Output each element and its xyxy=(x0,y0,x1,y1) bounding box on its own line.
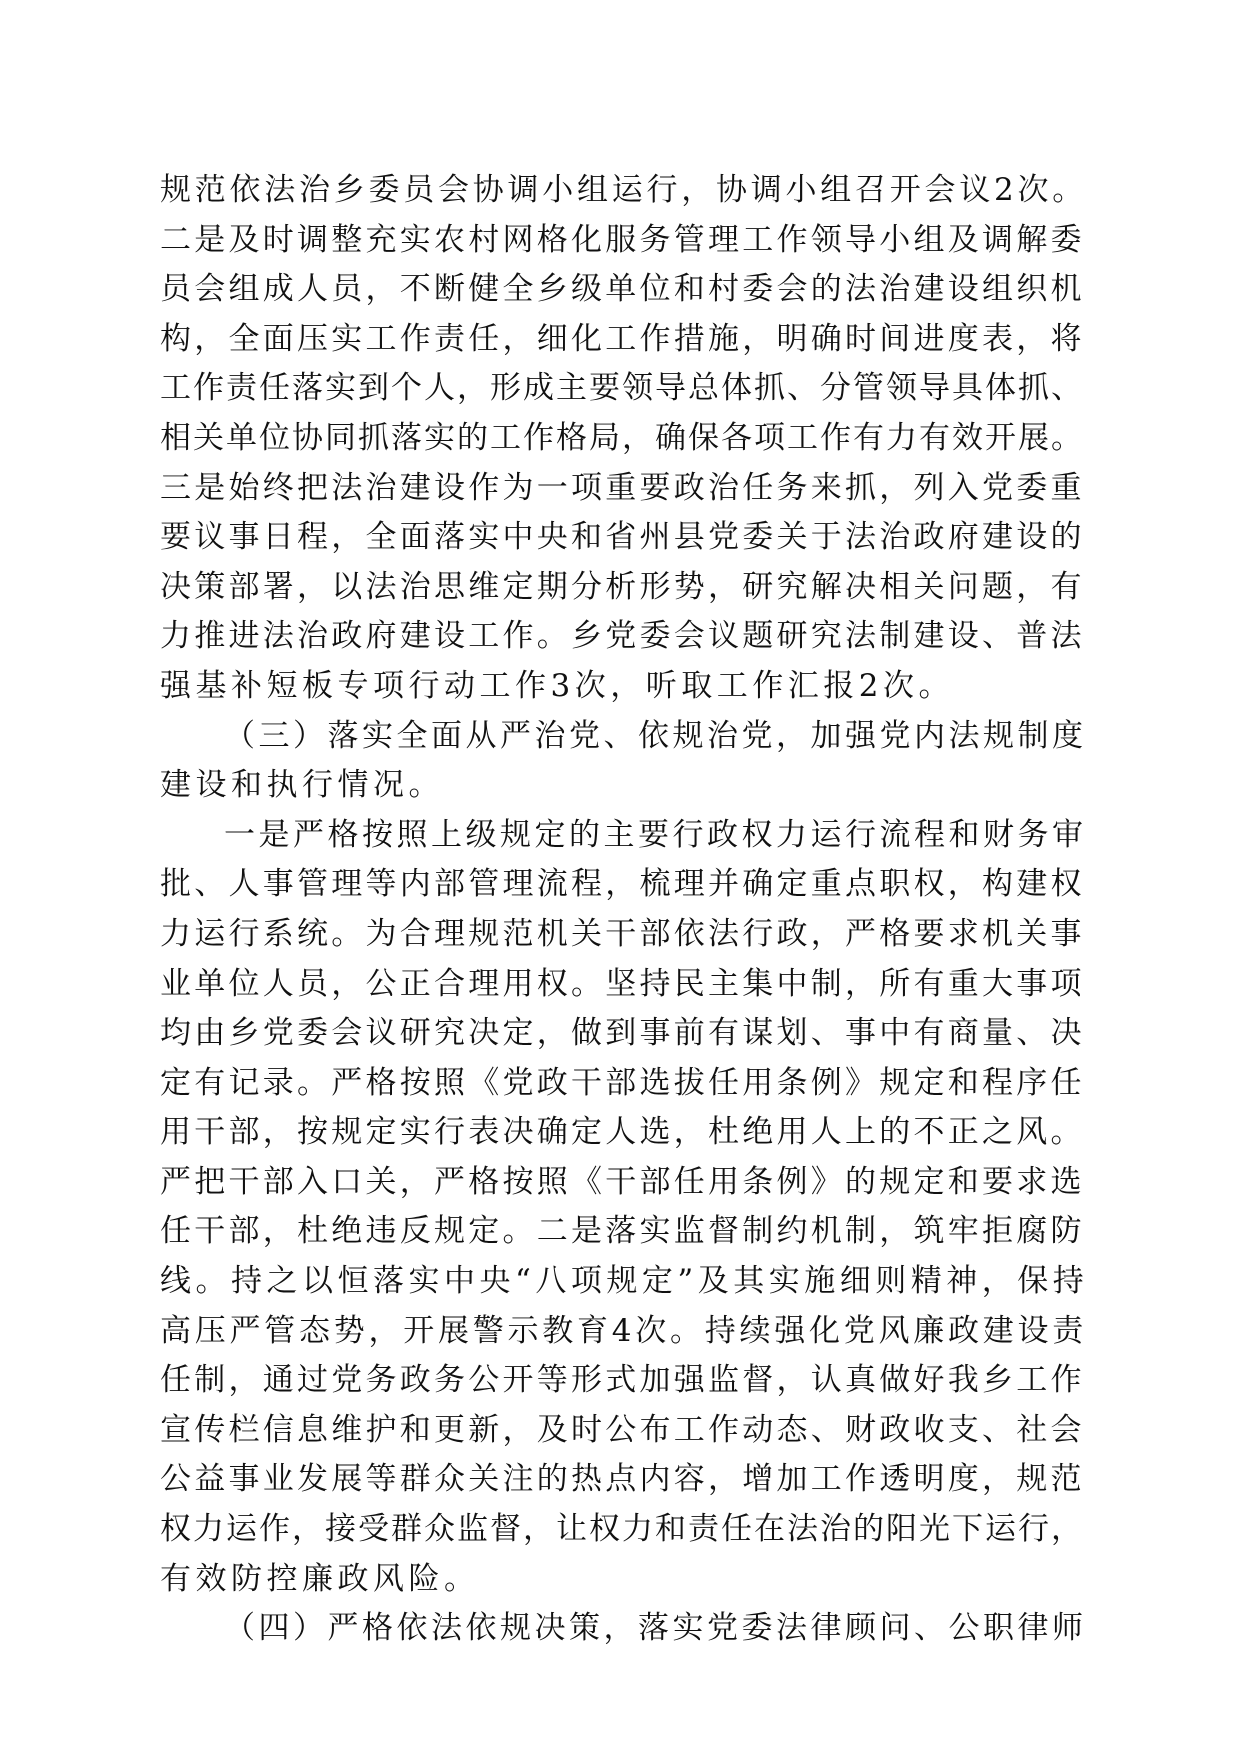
text-line: 三是始终把法治建设作为一项重要政治任务来抓，列入党委重 xyxy=(160,469,1085,506)
text-line: 任干部，杜绝违反规定。二是落实监督制约机制，筑牢拒腐防 xyxy=(160,1213,1085,1250)
text-line: 要议事日程，全面落实中央和省州县党委关于法治政府建设的 xyxy=(160,519,1085,556)
text-line: 严把干部入口关，严格按照《干部任用条例》的规定和要求选 xyxy=(160,1163,1085,1200)
text-line: 任制，通过党务政务公开等形式加强监督，认真做好我乡工作 xyxy=(160,1362,1085,1399)
text-line: 定有记录。严格按照《党政干部选拔任用条例》规定和程序任 xyxy=(160,1064,1085,1101)
text-line: 员会组成人员，不断健全乡级单位和村委会的法治建设组织机 xyxy=(160,271,1085,308)
text-line: 决策部署，以法治思维定期分析形势，研究解决相关问题，有 xyxy=(160,568,1085,605)
text-line: 力运行系统。为合理规范机关干部依法行政，严格要求机关事 xyxy=(160,915,1085,952)
text-line: 工作责任落实到个人，形成主要领导总体抓、分管领导具体抓、 xyxy=(160,370,1084,407)
text-line: 规范依法治乡委员会协调小组运行，协调小组召开会议2次。 xyxy=(160,172,1087,208)
body-text xyxy=(160,166,1089,1654)
text-line: 相关单位协同抓落实的工作格局，确保各项工作有力有效开展。 xyxy=(160,419,1084,456)
text-line: 构，全面压实工作责任，细化工作措施，明确时间进度表，将 xyxy=(160,320,1085,357)
text-line: （三）落实全面从严治党、依规治党，加强党内法规制度 xyxy=(224,717,1087,754)
text-line: 均由乡党委会议研究决定，做到事前有谋划、事中有商量、决 xyxy=(160,1015,1085,1052)
text-line: 高压严管态势，开展警示教育4次。持续强化党风廉政建设责 xyxy=(160,1312,1087,1349)
text-line: 用干部，按规定实行表决确定人选，杜绝用人上的不正之风。 xyxy=(160,1114,1085,1151)
text-line: 一是严格按照上级规定的主要行政权力运行流程和财务审 xyxy=(224,816,1087,853)
text-line: 线。持之以恒落实中央“八项规定”及其实施细则精神，保持 xyxy=(160,1263,1089,1300)
text-line: 宣传栏信息维护和更新，及时公布工作动态、财政收支、社会 xyxy=(160,1411,1085,1448)
text-line: 有效防控廉政风险。 xyxy=(160,1560,480,1597)
text-line: 批、人事管理等内部管理流程，梳理并确定重点职权，构建权 xyxy=(160,866,1085,903)
text-line: 权力运作，接受群众监督，让权力和责任在法治的阳光下运行， xyxy=(160,1511,1084,1548)
text-line: 强基补短板专项行动工作3次，听取工作汇报2次。 xyxy=(160,667,954,704)
text-line: 业单位人员，公正合理用权。坚持民主集中制，所有重大事项 xyxy=(160,965,1085,1002)
text-line: （四）严格依法依规决策，落实党委法律顾问、公职律师 xyxy=(224,1610,1087,1647)
text-line: 二是及时调整充实农村网格化服务管理工作领导小组及调解委 xyxy=(160,221,1085,258)
text-line: 力推进法治政府建设工作。乡党委会议题研究法制建设、普法 xyxy=(160,618,1085,655)
text-line: 建设和执行情况。 xyxy=(160,767,444,804)
text-line: 公益事业发展等群众关注的热点内容，增加工作透明度，规范 xyxy=(160,1461,1085,1498)
